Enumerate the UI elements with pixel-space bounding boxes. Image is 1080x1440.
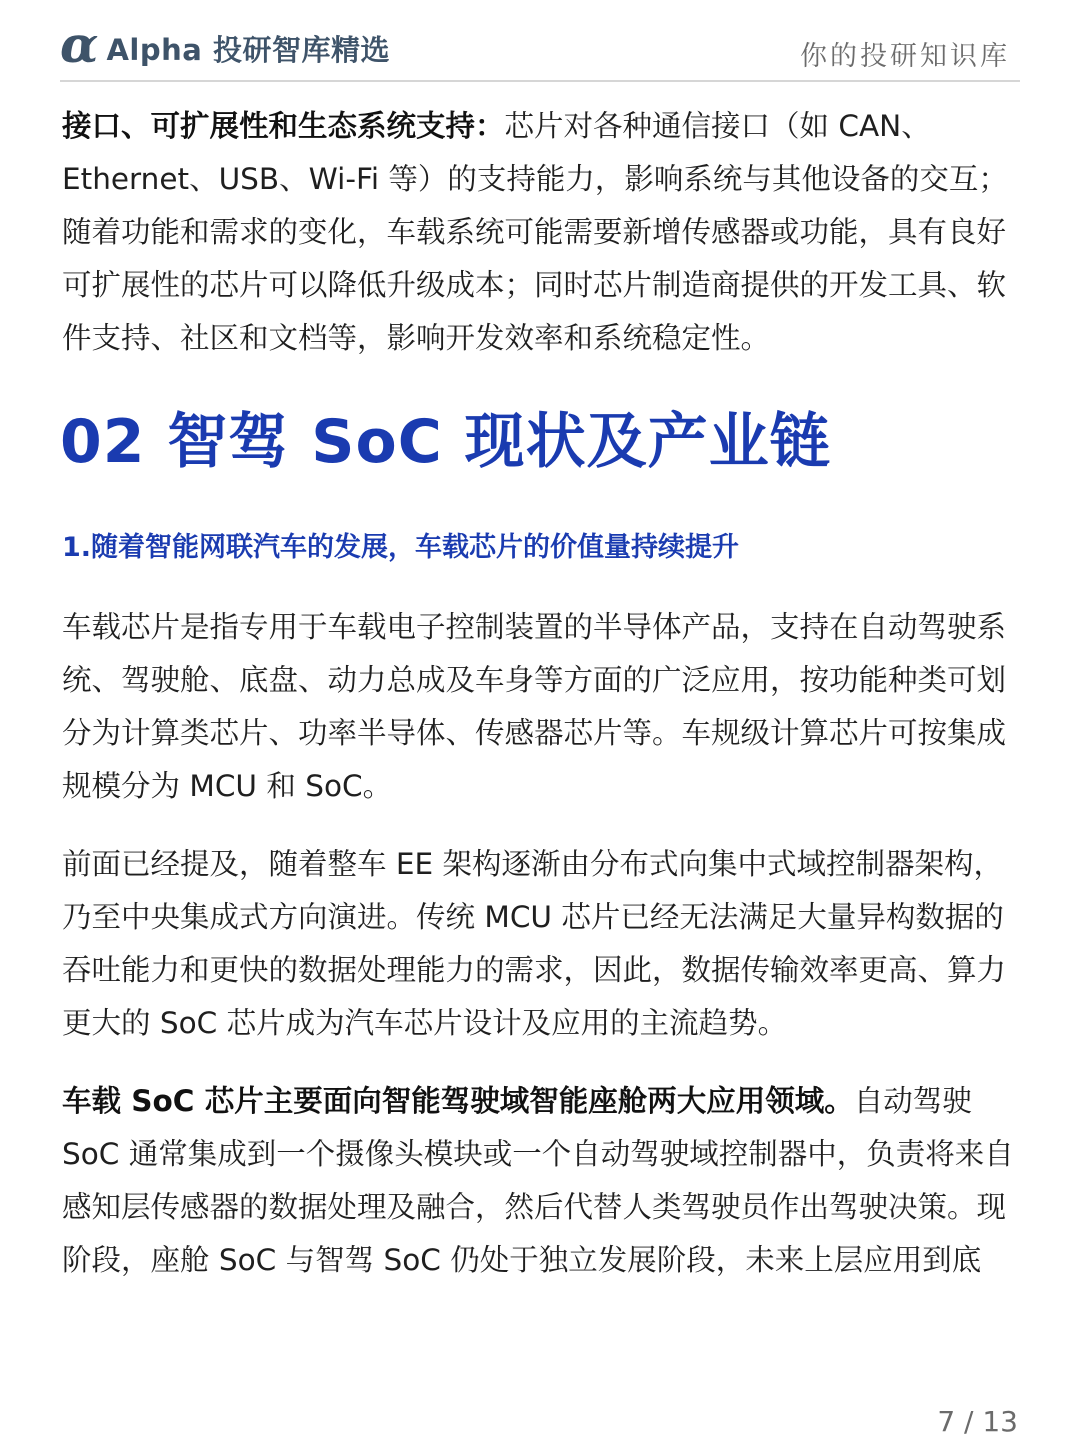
paragraph-vehicle-chips: 车载芯片是指专用于车载电子控制装置的半导体产品，支持在自动驾驶系统、驾驶舱、底盘、动力总成及车身等方面的广泛应用，按功能种类可划分为计算类芯片、功率半导体、传感器芯片等。车规级计算芯片可按集成规模分为 MCU 和 SoC。 bbox=[62, 610, 1007, 803]
paragraph-body: 芯片对各种通信接口（如 CAN、Ethernet、USB、Wi-Fi 等）的支持能力，影响系统与其他设备的交互；随着功能和需求的变化，车载系统可能需要新增传感器或功能，具有良好可扩展性的芯片可以降低升级成本；同时芯片制造商提供的开发工具、软件支持、社区和文档等，影响开发效率和系统稳定性。 bbox=[62, 109, 1008, 355]
section-title: 02 智驾 SoC 现状及产业链 bbox=[60, 407, 831, 477]
paragraph-soc-domains bbox=[62, 1075, 1022, 1287]
page-number: 7 / 13 bbox=[937, 1405, 1018, 1438]
paragraph-lead-bold: 车载 SoC 芯片主要面向智能驾驶域智能座舱两大应用领域。 bbox=[62, 1084, 854, 1118]
paragraph-body: 自动驾驶 SoC 通常集成到一个摄像头模块或一个自动驾驶域控制器中，负责将来自感知层传感器的数据处理及融合，然后代替人类驾驶员作出驾驶决策。现阶段，座舱 SoC 与智驾 SoC 仍处于独立发展阶段，未来上层应用到底 bbox=[62, 1084, 1014, 1277]
paragraph-ee-architecture: 前面已经提及，随着整车 EE 架构逐渐由分布式向集中式域控制器架构，乃至中央集成式方向演进。传统 MCU 芯片已经无法满足大量异构数据的吞吐能力和更快的数据处理能力的需求，因此，数据传输效率更高、算力更大的 SoC 芯片成为汽车芯片设计及应用的主流趋势。 bbox=[62, 847, 1007, 1040]
paragraph-lead-bold: 接口、可扩展性和生态系统支持： bbox=[62, 109, 505, 143]
alpha-logo-icon: α bbox=[60, 15, 99, 74]
page-header bbox=[60, 15, 1020, 82]
subsection-title: 1.随着智能网联汽车的发展，车载芯片的价值量持续提升 bbox=[62, 532, 740, 563]
brand-name: Alpha 投研智库精选 bbox=[106, 32, 390, 67]
header-tagline: 你的投研知识库 bbox=[800, 41, 1010, 72]
brand-logo bbox=[60, 15, 390, 78]
paragraph-interfaces bbox=[62, 100, 1022, 365]
